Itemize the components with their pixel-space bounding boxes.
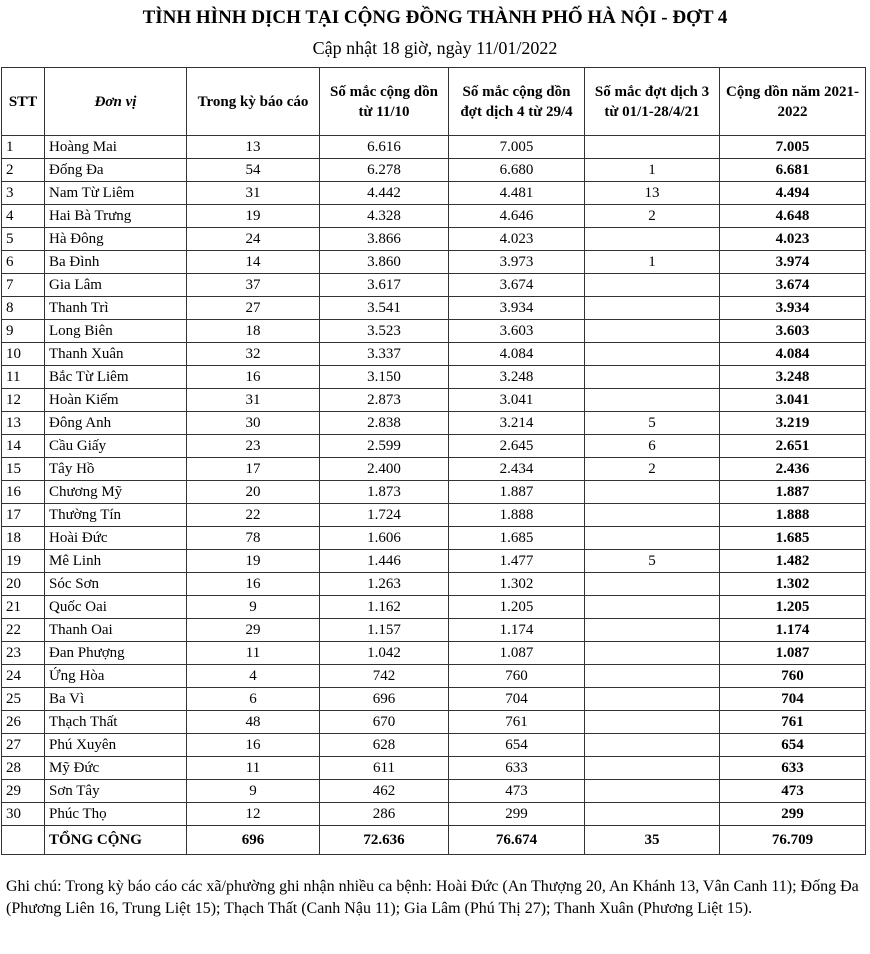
cell-cumulative-since-11-10: 742 [320,665,449,688]
cell-unit: Đan Phượng [45,642,187,665]
table-row [2,458,866,481]
cell-cumulative-2021-2022: 1.888 [720,504,866,527]
cell-in-period: 6 [187,688,320,711]
cell-cumulative-wave-4: 3.674 [449,274,585,297]
cell-cumulative-since-11-10: 462 [320,780,449,803]
cell-unit: Long Biên [45,320,187,343]
cell-unit: Thanh Oai [45,619,187,642]
cell-cumulative-since-11-10: 4.328 [320,205,449,228]
cell-cumulative-wave-4: 4.646 [449,205,585,228]
cell-stt: 18 [2,527,45,550]
header-unit: Đơn vị [45,68,187,136]
cell-wave-3 [585,136,720,159]
cell-cumulative-since-11-10: 2.838 [320,412,449,435]
cell-cumulative-since-11-10: 1.042 [320,642,449,665]
cell-stt: 2 [2,159,45,182]
cell-in-period: 11 [187,642,320,665]
table-row [2,481,866,504]
table-row [2,320,866,343]
cell-in-period: 19 [187,205,320,228]
cell-wave-3 [585,803,720,826]
cell-wave-3 [585,665,720,688]
cell-unit: Hoài Đức [45,527,187,550]
cell-stt: 25 [2,688,45,711]
cell-cumulative-since-11-10: 2.873 [320,389,449,412]
cell-cumulative-since-11-10: 4.442 [320,182,449,205]
table-row [2,274,866,297]
cell-cumulative-2021-2022: 1.174 [720,619,866,642]
cell-stt: 4 [2,205,45,228]
cell-in-period: 22 [187,504,320,527]
cell-cumulative-2021-2022: 3.248 [720,366,866,389]
cell-stt: 9 [2,320,45,343]
cell-in-period: 30 [187,412,320,435]
cell-in-period: 9 [187,780,320,803]
cell-cumulative-since-11-10: 1.446 [320,550,449,573]
cell-unit: Đông Anh [45,412,187,435]
cell-in-period: 31 [187,389,320,412]
cell-wave-3 [585,688,720,711]
cell-wave-3: 5 [585,550,720,573]
cell-cumulative-2021-2022: 2.651 [720,435,866,458]
cell-in-period: 13 [187,136,320,159]
cell-wave-3: 2 [585,205,720,228]
cell-unit: Hai Bà Trưng [45,205,187,228]
cell-cumulative-wave-4: 760 [449,665,585,688]
cell-cumulative-2021-2022: 3.974 [720,251,866,274]
cell-wave-3 [585,711,720,734]
table-row [2,573,866,596]
cell-in-period: 4 [187,665,320,688]
cell-unit: Gia Lâm [45,274,187,297]
cell-stt: 24 [2,665,45,688]
cell-cumulative-2021-2022: 761 [720,711,866,734]
cell-cumulative-wave-4: 1.477 [449,550,585,573]
cell-cumulative-wave-4: 3.973 [449,251,585,274]
table-row [2,182,866,205]
cell-wave-3 [585,573,720,596]
table-row [2,343,866,366]
cell-stt: 29 [2,780,45,803]
cell-stt: 19 [2,550,45,573]
cell-wave-3 [585,228,720,251]
cell-cumulative-2021-2022: 760 [720,665,866,688]
cell-unit: Sóc Sơn [45,573,187,596]
cell-unit: Thanh Xuân [45,343,187,366]
header-cumulative-wave-4: Số mắc cộng dồn đợt dịch 4 từ 29/4 [449,68,585,136]
table-row [2,780,866,803]
cell-cumulative-2021-2022: 7.005 [720,136,866,159]
cell-unit: Hoàn Kiếm [45,389,187,412]
cell-cumulative-2021-2022: 1.205 [720,596,866,619]
total-cell-cumulative-2021-2022: 76.709 [720,826,866,855]
cell-stt: 3 [2,182,45,205]
cell-unit: Đống Đa [45,159,187,182]
total-cell-unit: TỔNG CỘNG [45,826,187,855]
cell-cumulative-since-11-10: 611 [320,757,449,780]
cell-cumulative-wave-4: 704 [449,688,585,711]
cell-cumulative-wave-4: 4.023 [449,228,585,251]
cell-wave-3 [585,297,720,320]
covid-cases-table [1,67,866,855]
cell-cumulative-2021-2022: 4.023 [720,228,866,251]
cell-in-period: 27 [187,297,320,320]
cell-unit: Nam Từ Liêm [45,182,187,205]
cell-stt: 6 [2,251,45,274]
cell-cumulative-wave-4: 1.087 [449,642,585,665]
cell-unit: Sơn Tây [45,780,187,803]
cell-in-period: 48 [187,711,320,734]
table-row [2,527,866,550]
cell-unit: Cầu Giấy [45,435,187,458]
table-body [2,136,866,855]
cell-stt: 16 [2,481,45,504]
cell-in-period: 23 [187,435,320,458]
cell-in-period: 37 [187,274,320,297]
table-row [2,136,866,159]
cell-cumulative-2021-2022: 6.681 [720,159,866,182]
cell-cumulative-since-11-10: 286 [320,803,449,826]
total-cell-cumulative-wave-4: 76.674 [449,826,585,855]
cell-wave-3 [585,619,720,642]
cell-in-period: 19 [187,550,320,573]
cell-cumulative-since-11-10: 3.860 [320,251,449,274]
cell-cumulative-2021-2022: 2.436 [720,458,866,481]
total-cell-in-period: 696 [187,826,320,855]
cell-cumulative-since-11-10: 1.724 [320,504,449,527]
cell-cumulative-2021-2022: 4.648 [720,205,866,228]
table-row [2,803,866,826]
page-subtitle: Cập nhật 18 giờ, ngày 11/01/2022 [312,38,558,58]
cell-stt: 14 [2,435,45,458]
cell-unit: Thanh Trì [45,297,187,320]
cell-in-period: 14 [187,251,320,274]
cell-wave-3 [585,734,720,757]
cell-cumulative-wave-4: 1.174 [449,619,585,642]
cell-cumulative-wave-4: 3.248 [449,366,585,389]
cell-in-period: 24 [187,228,320,251]
cell-wave-3 [585,481,720,504]
cell-in-period: 16 [187,573,320,596]
cell-wave-3 [585,527,720,550]
cell-wave-3: 1 [585,159,720,182]
table-row [2,619,866,642]
cell-cumulative-since-11-10: 3.866 [320,228,449,251]
cell-in-period: 9 [187,596,320,619]
table-row [2,711,866,734]
cell-wave-3: 6 [585,435,720,458]
cell-stt: 11 [2,366,45,389]
table-row [2,228,866,251]
cell-in-period: 20 [187,481,320,504]
cell-cumulative-2021-2022: 3.674 [720,274,866,297]
cell-wave-3: 1 [585,251,720,274]
cell-cumulative-since-11-10: 1.263 [320,573,449,596]
cell-cumulative-since-11-10: 6.278 [320,159,449,182]
cell-stt: 7 [2,274,45,297]
cell-cumulative-wave-4: 3.041 [449,389,585,412]
cell-wave-3 [585,642,720,665]
cell-wave-3 [585,389,720,412]
cell-unit: Mê Linh [45,550,187,573]
cell-stt: 23 [2,642,45,665]
cell-cumulative-wave-4: 2.645 [449,435,585,458]
cell-cumulative-wave-4: 6.680 [449,159,585,182]
cell-cumulative-wave-4: 4.084 [449,343,585,366]
table-row [2,596,866,619]
total-cell-stt [2,826,45,855]
footnote: Ghi chú: Trong kỳ báo cáo các xã/phường ghi nhận nhiều ca bệnh: Hoài Đức (An Thượng 20, An Khánh 13, Vân Canh 11); Đống Đa (Phương Liên 16, Trung Liệt 15); Thạch Thất (Canh Nậu 11); Gia Lâm (Phú Thị 27); Thanh Xuân (Phương Liệt 15). [6,878,859,917]
cell-stt: 1 [2,136,45,159]
header-stt: STT [2,68,45,136]
cell-unit: Mỹ Đức [45,757,187,780]
cell-in-period: 29 [187,619,320,642]
header-cumulative-2021-2022: Cộng dồn năm 2021-2022 [720,68,866,136]
cell-cumulative-wave-4: 7.005 [449,136,585,159]
cell-stt: 27 [2,734,45,757]
cell-cumulative-since-11-10: 670 [320,711,449,734]
cell-cumulative-2021-2022: 1.887 [720,481,866,504]
cell-cumulative-wave-4: 1.888 [449,504,585,527]
table-header-row [2,68,866,136]
cell-unit: Phú Xuyên [45,734,187,757]
cell-stt: 21 [2,596,45,619]
table-row [2,734,866,757]
cell-stt: 12 [2,389,45,412]
total-cell-wave-3: 35 [585,826,720,855]
cell-cumulative-since-11-10: 6.616 [320,136,449,159]
cell-cumulative-wave-4: 3.934 [449,297,585,320]
cell-stt: 30 [2,803,45,826]
cell-cumulative-wave-4: 761 [449,711,585,734]
cell-in-period: 11 [187,757,320,780]
table-row [2,205,866,228]
cell-cumulative-2021-2022: 633 [720,757,866,780]
cell-stt: 8 [2,297,45,320]
cell-wave-3 [585,757,720,780]
cell-in-period: 54 [187,159,320,182]
table-row [2,435,866,458]
cell-cumulative-wave-4: 299 [449,803,585,826]
cell-wave-3 [585,320,720,343]
cell-unit: Phúc Thọ [45,803,187,826]
cell-stt: 17 [2,504,45,527]
cell-wave-3 [585,366,720,389]
cell-unit: Hà Đông [45,228,187,251]
cell-cumulative-2021-2022: 3.041 [720,389,866,412]
cell-wave-3 [585,780,720,803]
cell-unit: Tây Hồ [45,458,187,481]
cell-cumulative-2021-2022: 1.087 [720,642,866,665]
table-row [2,642,866,665]
cell-in-period: 32 [187,343,320,366]
cell-cumulative-since-11-10: 1.162 [320,596,449,619]
cell-unit: Thường Tín [45,504,187,527]
cell-cumulative-2021-2022: 299 [720,803,866,826]
cell-stt: 20 [2,573,45,596]
cell-stt: 28 [2,757,45,780]
cell-wave-3 [585,274,720,297]
table-row [2,389,866,412]
cell-cumulative-since-11-10: 3.523 [320,320,449,343]
cell-in-period: 78 [187,527,320,550]
cell-cumulative-since-11-10: 1.157 [320,619,449,642]
cell-stt: 10 [2,343,45,366]
cell-cumulative-wave-4: 633 [449,757,585,780]
cell-cumulative-since-11-10: 3.337 [320,343,449,366]
cell-stt: 15 [2,458,45,481]
cell-cumulative-since-11-10: 3.150 [320,366,449,389]
cell-cumulative-2021-2022: 473 [720,780,866,803]
header-wave-3: Số mắc đợt dịch 3 từ 01/1-28/4/21 [585,68,720,136]
cell-cumulative-wave-4: 1.685 [449,527,585,550]
total-row [2,826,866,855]
cell-cumulative-2021-2022: 3.219 [720,412,866,435]
cell-cumulative-wave-4: 654 [449,734,585,757]
cell-stt: 22 [2,619,45,642]
cell-in-period: 12 [187,803,320,826]
cell-cumulative-since-11-10: 696 [320,688,449,711]
cell-cumulative-2021-2022: 704 [720,688,866,711]
cell-in-period: 31 [187,182,320,205]
table-row [2,366,866,389]
cell-unit: Ba Đình [45,251,187,274]
cell-cumulative-2021-2022: 4.084 [720,343,866,366]
header-in-period: Trong kỳ báo cáo [187,68,320,136]
cell-cumulative-wave-4: 2.434 [449,458,585,481]
cell-in-period: 17 [187,458,320,481]
cell-unit: Ba Vì [45,688,187,711]
table-row [2,504,866,527]
cell-cumulative-2021-2022: 1.685 [720,527,866,550]
cell-cumulative-2021-2022: 1.482 [720,550,866,573]
cell-in-period: 16 [187,734,320,757]
cell-cumulative-2021-2022: 3.934 [720,297,866,320]
cell-cumulative-since-11-10: 2.400 [320,458,449,481]
cell-wave-3 [585,343,720,366]
cell-cumulative-wave-4: 3.214 [449,412,585,435]
cell-cumulative-since-11-10: 2.599 [320,435,449,458]
cell-cumulative-since-11-10: 3.541 [320,297,449,320]
cell-wave-3: 13 [585,182,720,205]
cell-stt: 26 [2,711,45,734]
cell-unit: Hoàng Mai [45,136,187,159]
cell-in-period: 18 [187,320,320,343]
cell-cumulative-2021-2022: 4.494 [720,182,866,205]
cell-unit: Chương Mỹ [45,481,187,504]
cell-cumulative-since-11-10: 628 [320,734,449,757]
cell-wave-3: 5 [585,412,720,435]
cell-unit: Quốc Oai [45,596,187,619]
table-row [2,665,866,688]
cell-unit: Ứng Hòa [45,665,187,688]
table-row [2,757,866,780]
cell-cumulative-wave-4: 473 [449,780,585,803]
cell-unit: Thạch Thất [45,711,187,734]
table-row [2,159,866,182]
cell-cumulative-2021-2022: 3.603 [720,320,866,343]
cell-cumulative-2021-2022: 654 [720,734,866,757]
header-cumulative-since-11-10: Số mắc cộng dồn từ 11/10 [320,68,449,136]
cell-cumulative-wave-4: 1.887 [449,481,585,504]
cell-cumulative-wave-4: 4.481 [449,182,585,205]
total-cell-cumulative-since-11-10: 72.636 [320,826,449,855]
table-row [2,688,866,711]
table-row [2,297,866,320]
page-title: TÌNH HÌNH DỊCH TẠI CỘNG ĐỒNG THÀNH PHỐ HÀ NỘI - ĐỢT 4 [142,7,728,28]
cell-cumulative-since-11-10: 3.617 [320,274,449,297]
cell-cumulative-since-11-10: 1.606 [320,527,449,550]
table-row [2,251,866,274]
cell-wave-3 [585,504,720,527]
cell-cumulative-wave-4: 1.302 [449,573,585,596]
cell-cumulative-wave-4: 1.205 [449,596,585,619]
cell-cumulative-wave-4: 3.603 [449,320,585,343]
table-row [2,550,866,573]
cell-stt: 13 [2,412,45,435]
table-row [2,412,866,435]
cell-wave-3: 2 [585,458,720,481]
cell-cumulative-2021-2022: 1.302 [720,573,866,596]
cell-unit: Bắc Từ Liêm [45,366,187,389]
cell-stt: 5 [2,228,45,251]
cell-cumulative-since-11-10: 1.873 [320,481,449,504]
cell-wave-3 [585,596,720,619]
cell-in-period: 16 [187,366,320,389]
